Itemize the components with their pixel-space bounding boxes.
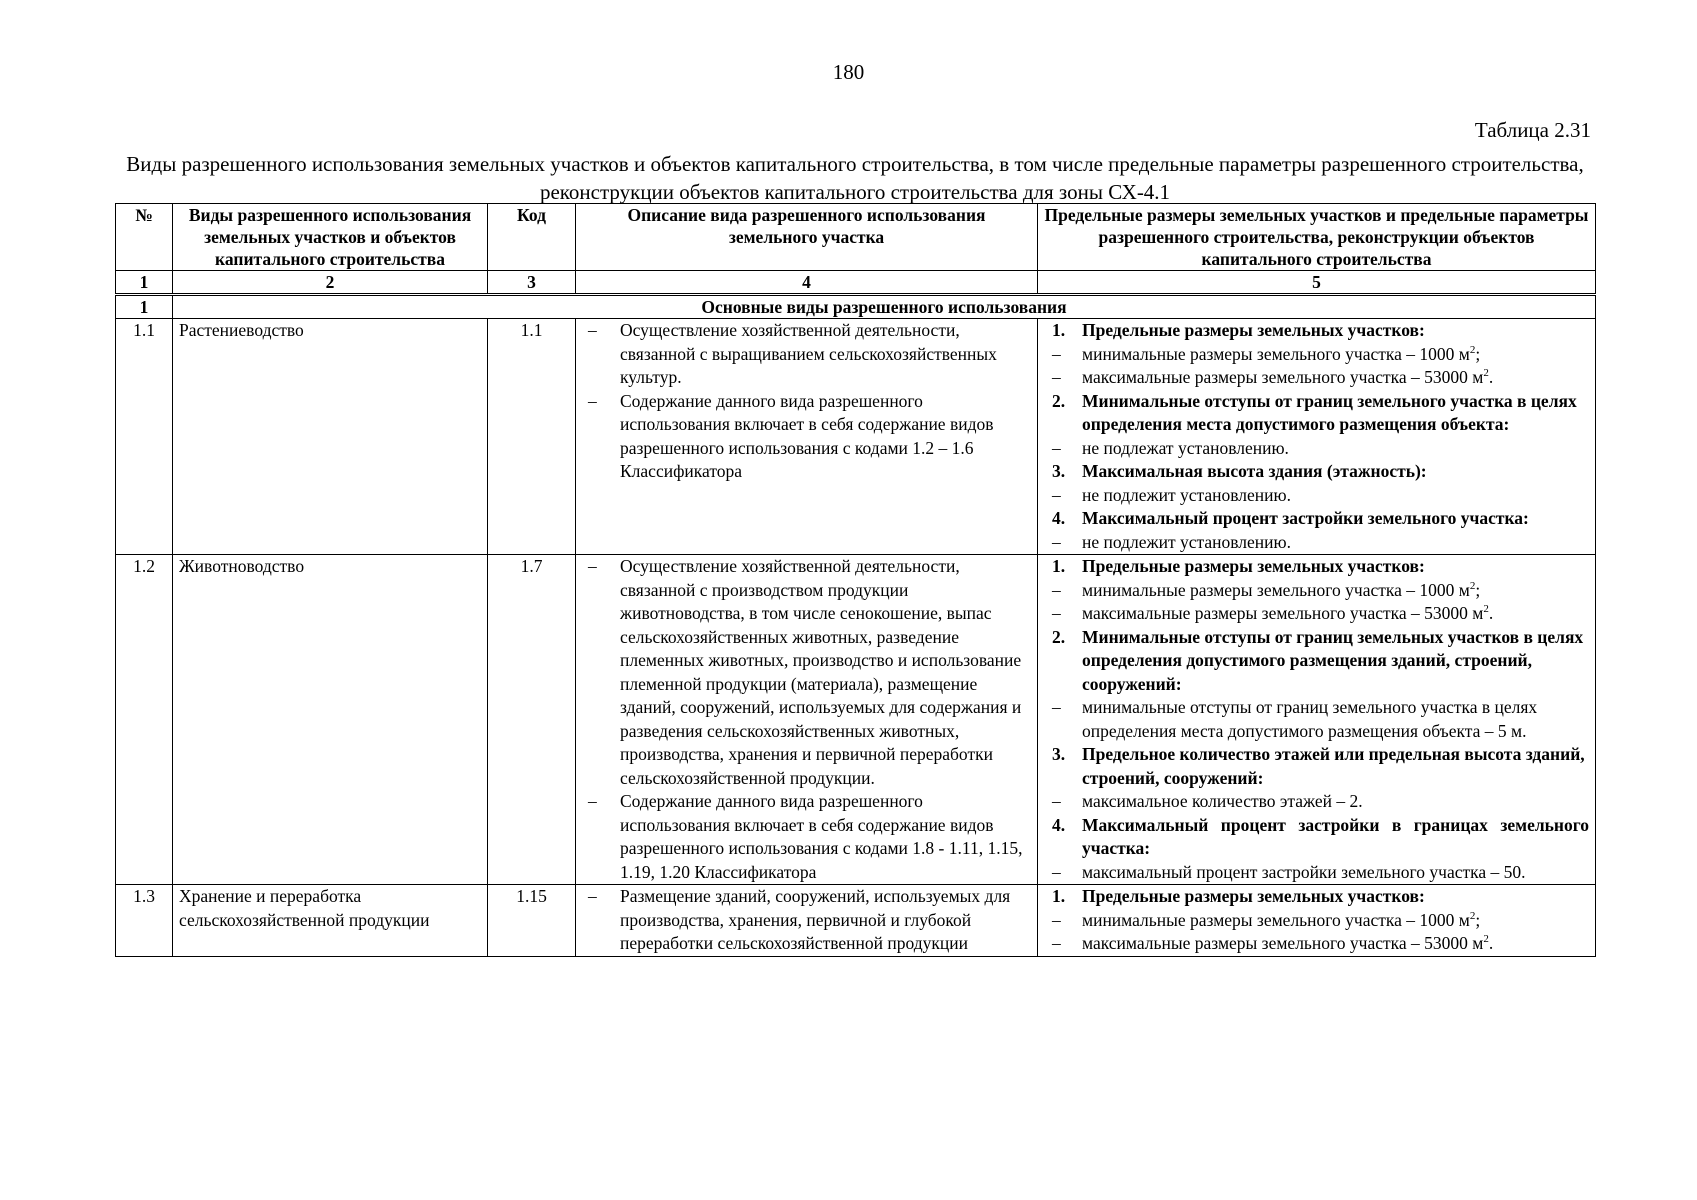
parameter-heading-text: Предельные размеры земельных участков: xyxy=(1082,886,1425,906)
parameter-value-text: не подлежит установлению. xyxy=(1082,484,1291,505)
parameter-value-text: не подлежат установлению. xyxy=(1082,437,1289,458)
parameter-heading-text: Предельные размеры земельных участков: xyxy=(1082,320,1425,340)
dash-marker: – xyxy=(588,886,597,906)
dash-marker: – xyxy=(1052,579,1061,600)
land-use-parameters xyxy=(1038,885,1596,957)
description-item xyxy=(582,390,1031,484)
land-use-parameters xyxy=(1038,319,1596,555)
parameter-number: 1. xyxy=(1052,556,1066,576)
parameter-value xyxy=(1044,602,1589,626)
description-item xyxy=(582,885,1031,956)
description-list xyxy=(582,885,1031,956)
parameter-value xyxy=(1044,437,1589,461)
parameter-value-tail: . xyxy=(1488,933,1494,953)
parameter-heading xyxy=(1044,507,1589,531)
parameter-heading xyxy=(1044,814,1589,861)
land-use-type: Животноводство xyxy=(173,555,488,885)
parameter-heading-text: Максимальный процент застройки земельного участка: xyxy=(1082,508,1529,528)
dash-marker: – xyxy=(1052,697,1061,717)
parameter-value-text: минимальные отступы от границ земельного участка в целях определения места допустимого размещения объекта – 5 м. xyxy=(1082,697,1538,741)
parameter-number: 2. xyxy=(1052,626,1066,647)
parameter-value xyxy=(1044,343,1589,367)
dash-marker: – xyxy=(1052,437,1061,458)
parameter-value xyxy=(1044,861,1589,885)
parameter-value xyxy=(1044,696,1589,743)
parameter-number: 4. xyxy=(1052,814,1066,835)
land-use-table xyxy=(115,203,1596,957)
parameter-heading xyxy=(1044,743,1589,790)
column-number: 4 xyxy=(576,271,1038,295)
description-text: Содержание данного вида разрешенного использования включает в себя содержание видов разрешенного использования с кодами 1.2 – 1.6 Классификатора xyxy=(620,390,994,481)
parameter-number: 3. xyxy=(1052,461,1066,481)
parameter-heading-text: Минимальные отступы от границ земельных участков в целях определения допустимого размещения зданий, строений, сооружений: xyxy=(1082,626,1584,694)
parameter-value-text: минимальные размеры земельного участка – 1000 м xyxy=(1082,579,1470,600)
page-number: 180 xyxy=(832,60,865,84)
description-text: Содержание данного вида разрешенного использования включает в себя содержание видов разрешенного использования с кодами 1.8 - 1.11, 1.15, 1.19, 1.20 Классификатора xyxy=(620,791,1023,882)
land-use-code: 1.1 xyxy=(488,319,576,555)
row-number: 1.2 xyxy=(116,555,173,885)
parameter-value-tail: ; xyxy=(1475,909,1481,930)
parameter-value xyxy=(1044,932,1589,956)
parameter-heading xyxy=(1044,885,1589,909)
column-number: 3 xyxy=(488,271,576,295)
land-use-code: 1.15 xyxy=(488,885,576,957)
square-exponent: 2 xyxy=(1469,579,1476,592)
header-name: Виды разрешенного использования земельных участков и объектов капитального строительства xyxy=(173,204,488,271)
row-number: 1.1 xyxy=(116,319,173,555)
dash-marker: – xyxy=(588,791,597,811)
column-number: 5 xyxy=(1038,271,1596,295)
parameter-heading xyxy=(1044,555,1589,579)
description-text: Осуществление хозяйственной деятельности, связанной с выращиванием сельскохозяйственных культур. xyxy=(620,320,997,387)
section-title: Основные виды разрешенного использования xyxy=(173,295,1596,319)
land-use-code: 1.7 xyxy=(488,555,576,885)
description-item xyxy=(582,319,1031,390)
parameter-heading-text: Предельное количество этажей или предельная высота зданий, строений, сооружений: xyxy=(1082,744,1585,788)
parameter-heading xyxy=(1044,390,1589,437)
parameter-value-text: максимальные размеры земельного участка – 53000 м xyxy=(1082,933,1484,953)
parameter-heading-text: Максимальная высота здания (этажность): xyxy=(1082,461,1427,481)
table-row xyxy=(116,555,1596,885)
parameter-value-text: максимальный процент застройки земельного участка – 50. xyxy=(1082,861,1526,882)
parameter-number: 3. xyxy=(1052,744,1066,764)
parameter-value xyxy=(1044,366,1589,390)
column-number: 2 xyxy=(173,271,488,295)
parameter-value-tail: . xyxy=(1488,367,1494,387)
description-list xyxy=(582,555,1031,884)
section-row xyxy=(116,295,1596,319)
dash-marker: – xyxy=(588,556,597,576)
parameter-value-text: максимальные размеры земельного участка – 53000 м xyxy=(1082,367,1484,387)
table-row xyxy=(116,885,1596,957)
parameter-value-text: минимальные размеры земельного участка – 1000 м xyxy=(1082,343,1470,364)
dash-marker: – xyxy=(1052,861,1061,882)
row-number: 1.3 xyxy=(116,885,173,957)
description-text: Осуществление хозяйственной деятельности, связанной с производством продукции животноводства, в том числе сенокошение, выпас сельскохозяйственных животных, разведение племенных животных, производство и использование племенной продукции (материала), размещение зданий, сооружений, используемых для содержания и разведения сельскохозяйственных животных, производства, хранения и первичной переработки сельскохозяйственной продукции. xyxy=(620,556,1022,788)
land-use-parameters xyxy=(1038,555,1596,885)
square-exponent: 2 xyxy=(1469,343,1476,356)
parameter-heading-text: Максимальный процент застройки в границах земельного участка: xyxy=(1082,814,1589,858)
column-number: 1 xyxy=(116,271,173,295)
parameter-value-text: максимальные размеры земельного участка – 53000 м xyxy=(1082,603,1484,623)
dash-marker: – xyxy=(1052,909,1061,930)
square-exponent: 2 xyxy=(1483,603,1489,616)
square-exponent: 2 xyxy=(1483,933,1489,946)
header-num: № xyxy=(116,204,173,271)
land-use-type: Растениеводство xyxy=(173,319,488,555)
parameter-value-tail: . xyxy=(1488,603,1494,623)
description-list xyxy=(582,319,1031,484)
dash-marker: – xyxy=(1052,484,1061,505)
parameter-number: 1. xyxy=(1052,886,1066,906)
section-num: 1 xyxy=(116,295,173,319)
parameter-value xyxy=(1044,790,1589,814)
header-desc: Описание вида разрешенного использования земельного участка xyxy=(576,204,1038,271)
parameter-value xyxy=(1044,531,1589,555)
parameter-value-tail: ; xyxy=(1475,343,1481,364)
table-header-row xyxy=(116,204,1596,271)
parameter-heading xyxy=(1044,319,1589,343)
land-use-description xyxy=(576,319,1038,555)
land-use-description xyxy=(576,555,1038,885)
dash-marker: – xyxy=(1052,531,1061,552)
description-item xyxy=(582,555,1031,790)
parameter-value xyxy=(1044,484,1589,508)
table-row xyxy=(116,319,1596,555)
header-code: Код xyxy=(488,204,576,271)
parameter-value-tail: ; xyxy=(1475,579,1481,600)
parameter-value xyxy=(1044,579,1589,603)
land-use-type: Хранение и переработка сельскохозяйственной продукции xyxy=(173,885,488,957)
header-params: Предельные размеры земельных участков и предельные параметры разрешенного строительства, реконструкции объектов капитального строительства xyxy=(1038,204,1596,271)
parameter-value xyxy=(1044,909,1589,933)
dash-marker: – xyxy=(1052,603,1061,623)
parameter-number: 2. xyxy=(1052,390,1066,411)
parameter-heading xyxy=(1044,626,1589,697)
dash-marker: – xyxy=(1052,343,1061,364)
dash-marker: – xyxy=(1052,791,1061,811)
table-label: Таблица 2.31 xyxy=(1474,118,1591,142)
dash-marker: – xyxy=(588,320,597,340)
dash-marker: – xyxy=(1052,367,1061,387)
parameter-value-text: минимальные размеры земельного участка – 1000 м xyxy=(1082,909,1470,930)
dash-marker: – xyxy=(588,390,597,411)
parameter-value-text: не подлежит установлению. xyxy=(1082,531,1291,552)
parameter-heading-text: Минимальные отступы от границ земельного участка в целях определения места допустимого размещения объекта: xyxy=(1082,390,1577,434)
description-item xyxy=(582,790,1031,884)
description-text: Размещение зданий, сооружений, используемых для производства, хранения, первичной и глубокой переработки сельскохозяйственной продукции xyxy=(620,886,1011,953)
parameter-heading-text: Предельные размеры земельных участков: xyxy=(1082,556,1425,576)
parameter-number: 4. xyxy=(1052,508,1066,528)
square-exponent: 2 xyxy=(1469,909,1476,922)
dash-marker: – xyxy=(1052,933,1061,953)
land-use-description xyxy=(576,885,1038,957)
square-exponent: 2 xyxy=(1483,367,1489,380)
table-title: Виды разрешенного использования земельных участков и объектов капитального строительства, в том числе предельные параметры разрешенного строительства, реконструкции объектов капитального строительства для зоны СХ-4.1 xyxy=(126,152,1584,204)
column-numbers-row xyxy=(116,271,1596,295)
parameter-heading xyxy=(1044,460,1589,484)
parameter-value-text: максимальное количество этажей – 2. xyxy=(1082,791,1363,811)
parameter-number: 1. xyxy=(1052,320,1066,340)
